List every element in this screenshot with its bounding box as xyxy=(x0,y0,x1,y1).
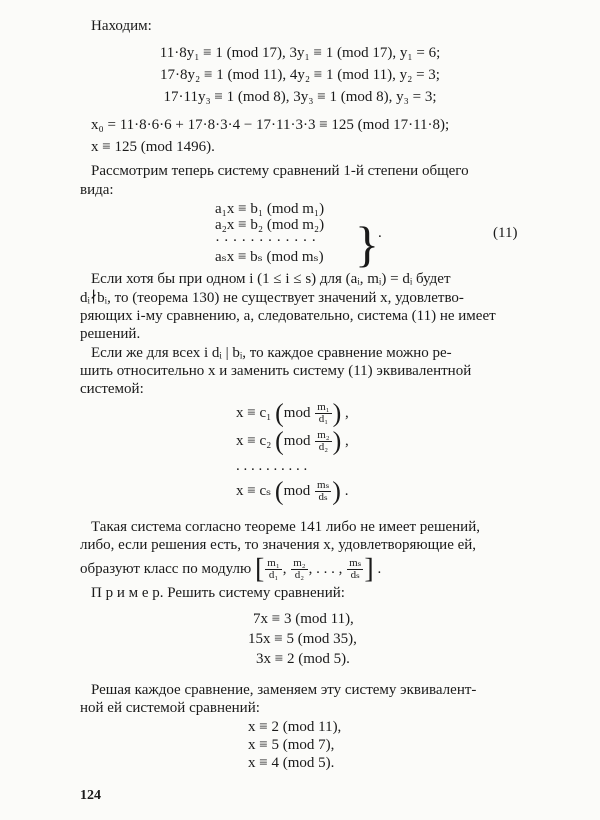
example-row: 3x ≡ 2 (mod 5). xyxy=(256,651,350,667)
text-line: Находим: xyxy=(91,18,152,34)
result-row: x ≡ 4 (mod 5). xyxy=(248,755,335,771)
paragraph-line: решений. xyxy=(80,326,141,342)
paragraph-line: либо, если решения есть, то значения x, удовлетворяющие ей, xyxy=(80,537,477,553)
equation-x: x ≡ 125 (mod 1496). xyxy=(91,139,215,155)
equation-y2: 17·8y₂ ≡ 1 (mod 11), 4y₂ ≡ 1 (mod 11), y₂ = 3; xyxy=(160,67,440,83)
system-row: aₛx ≡ bₛ (mod mₛ) xyxy=(215,249,324,265)
paragraph-line: шить относительно x и заменить систему (11) эквивалентной xyxy=(80,363,472,379)
equivalent-row: x ≡ c₂ (mod $\frac{\text{m₂}}{\text{d₂}}$ ) , xyxy=(236,426,349,456)
result-row: x ≡ 5 (mod 7), xyxy=(248,737,335,753)
paragraph-line: образуют класс по модулю [ $\frac{\text{m₁}}{\text{d₁}}$ , $\frac{\text{m₂}}{\text{d₂}}$ , . . . , $\frac{\text{mₛ}}{\text{dₛ}}$ ] . xyxy=(80,553,382,585)
equivalent-row: x ≡ cₛ (mod $\frac{\text{mₛ}}{\text{dₛ}}$ ) . xyxy=(236,476,349,506)
example-row: 15x ≡ 5 (mod 35), xyxy=(248,631,357,647)
paragraph-line: Такая система согласно теореме 141 либо не имеет решений, xyxy=(91,519,480,535)
system-dots: · · · · · · · · · · · · xyxy=(215,233,317,249)
system-row: a₁x ≡ b₁ (mod m₁) xyxy=(215,201,325,217)
paragraph-line: системой: xyxy=(80,381,144,397)
equation-y1: 11·8y₁ ≡ 1 (mod 17), 3y₁ ≡ 1 (mod 17), y₁ = 6; xyxy=(159,45,441,61)
fraction: $\frac{\text{m₂}}{\text{d₂}}$ xyxy=(317,429,330,454)
fraction: $\frac{\text{mₛ}}{\text{dₛ}}$ xyxy=(349,557,362,582)
paragraph-line: Если хотя бы при одном i (1 ≤ i ≤ s) для (aᵢ, mᵢ) = dᵢ будет xyxy=(91,271,451,287)
equation-x0: x₀ = 11·8·6·6 + 17·8·3·4 − 17·11·3·3 ≡ 125 (mod 17·11·8); xyxy=(91,117,450,133)
system-row: a₂x ≡ b₂ (mod m₂) xyxy=(215,217,325,233)
system-dot: . xyxy=(378,225,382,241)
paragraph-line: dᵢ∤bᵢ, то (теорема 130) не существует значений x, удовлетво- xyxy=(80,290,464,306)
fraction: $\frac{\text{m₂}}{\text{d₂}}$ xyxy=(293,557,306,582)
paragraph-line: ной ей системой сравнений: xyxy=(80,700,260,716)
page-number: 124 xyxy=(80,788,101,803)
paragraph-line: ряющих i-му сравнению, а, следовательно, система (11) не имеет xyxy=(80,308,496,324)
fraction: $\frac{\text{m₁}}{\text{d₁}}$ xyxy=(267,557,280,582)
fraction: $\frac{\text{m₁}}{\text{d₁}}$ xyxy=(317,401,330,426)
equivalent-row: x ≡ c₁ (mod $\frac{\text{m₁}}{\text{d₁}}$ ) , xyxy=(236,398,349,428)
equivalent-dots: . . . . . . . . . . xyxy=(236,458,308,474)
equation-label: (11) xyxy=(493,225,518,241)
example-heading: П р и м е р. Решить систему сравнений: xyxy=(91,585,345,601)
fraction: $\frac{\text{mₛ}}{\text{dₛ}}$ xyxy=(317,479,330,504)
example-row: 7x ≡ 3 (mod 11), xyxy=(253,611,354,627)
equation-y3: 17·11y₃ ≡ 1 (mod 8), 3y₃ ≡ 1 (mod 8), y₃ = 3; xyxy=(163,89,437,105)
right-brace: } xyxy=(355,216,379,272)
result-row: x ≡ 2 (mod 11), xyxy=(248,719,342,735)
paragraph-line: Если же для всех i dᵢ | bᵢ, то каждое сравнение можно ре- xyxy=(91,345,452,361)
paragraph-line: Рассмотрим теперь систему сравнений 1-й степени общего xyxy=(91,163,469,179)
paragraph-line: Решая каждое сравнение, заменяем эту систему эквивалент- xyxy=(91,682,477,698)
paragraph-line: вида: xyxy=(80,182,114,198)
